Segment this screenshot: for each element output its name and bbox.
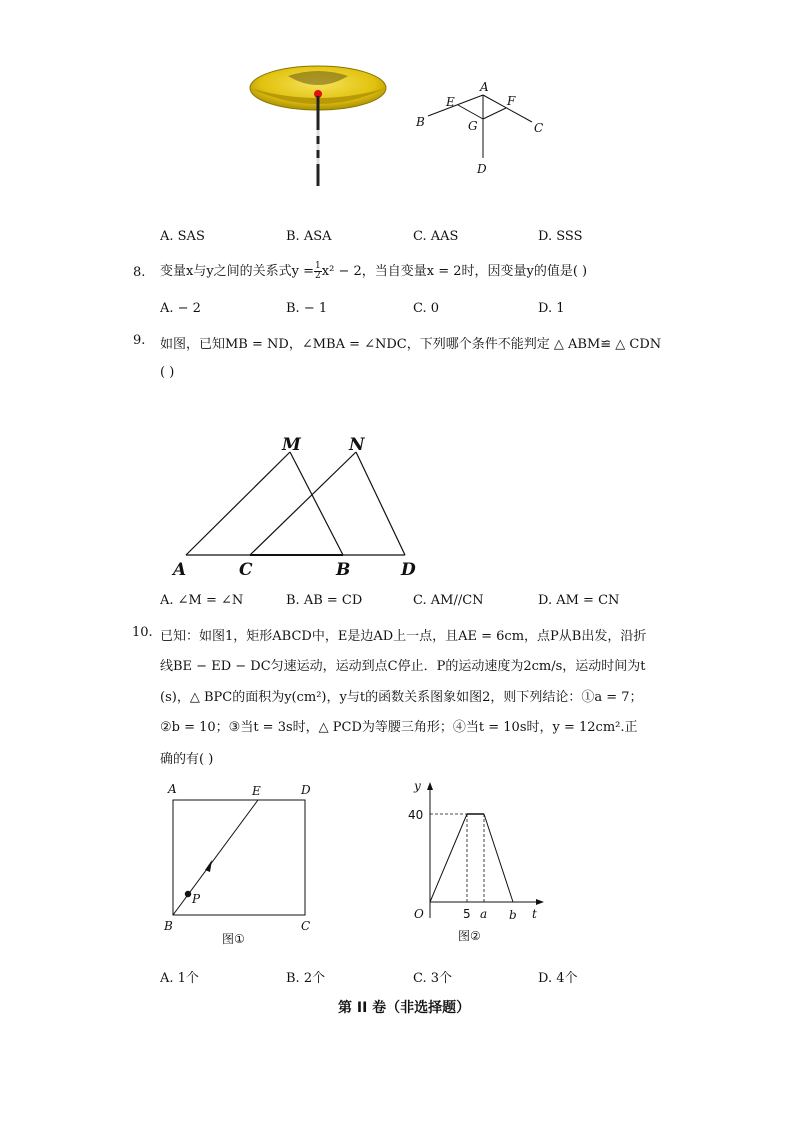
q8-text-pre: 变量x与y之间的关系式y = (160, 264, 315, 279)
label-N: N (349, 435, 365, 455)
q10-line5: 确的有( ) (160, 752, 214, 767)
value-b: b (509, 908, 517, 922)
q10-number: 10. (132, 625, 153, 640)
q9-option-a[interactable]: A. ∠M = ∠N (160, 593, 244, 608)
q8-option-d[interactable]: D. 1 (538, 301, 565, 316)
q8-option-a[interactable]: A. − 2 (160, 301, 201, 316)
label-D: D (301, 783, 311, 797)
axis-y-label: y (414, 779, 421, 793)
q10-line4: ②b = 10；③当t = 3s时，△ PCD为等腰三角形；④当t = 10s时，y = 12cm².正 (160, 720, 638, 735)
rectangle-figure (160, 780, 330, 950)
figure2-caption: 图② (458, 929, 481, 943)
value-a: a (480, 907, 488, 921)
value-40: 40 (408, 808, 424, 822)
graph-figure (400, 776, 550, 946)
origin-label: O (414, 907, 424, 921)
label-C: C (534, 121, 544, 135)
q7-option-c[interactable]: C. AAS (413, 229, 459, 244)
triangles-figure (168, 432, 428, 582)
q8-option-c[interactable]: C. 0 (413, 301, 440, 316)
figure1-caption: 图① (222, 932, 245, 946)
q7-option-b[interactable]: B. ASA (286, 229, 332, 244)
q10-option-d[interactable]: D. 4个 (538, 971, 578, 986)
label-B: B (416, 115, 425, 129)
q8-option-b[interactable]: B. − 1 (286, 301, 328, 316)
q8-number: 8. (133, 265, 146, 280)
value-5: 5 (463, 907, 471, 921)
q10-line2: 线BE − ED − DC匀速运动，运动到点C停止．P的运动速度为2cm/s，运动时间为t (160, 659, 646, 674)
umbrella-figure (248, 60, 388, 190)
q10-line1: 已知：如图1，矩形ABCD中，E是边AD上一点，且AE = 6cm，点P从B出发，沿折 (160, 629, 647, 644)
q10-option-b[interactable]: B. 2个 (286, 971, 326, 986)
q10-line3: (s)，△ BPC的面积为y(cm²)，y与t的函数关系图象如图2，则下列结论：①a = 7； (160, 690, 643, 705)
label-A: A (480, 80, 489, 94)
label-G: G (468, 119, 478, 133)
q8-text-post: x² − 2，当自变量x = 2时，因变量y的值是( ) (321, 264, 588, 279)
q9-option-b[interactable]: B. AB = CD (286, 593, 363, 608)
label-E: E (252, 784, 261, 798)
label-D: D (477, 162, 487, 176)
q10-option-c[interactable]: C. 3个 (413, 971, 453, 986)
q7-option-d[interactable]: D. SSS (538, 229, 583, 244)
q9-text-line2: ( ) (160, 365, 175, 380)
umbrella-diagram (410, 78, 560, 183)
label-C: C (301, 919, 311, 933)
q9-number: 9. (133, 333, 146, 348)
label-A: A (173, 560, 187, 580)
label-A: A (168, 782, 177, 796)
q9-text-line1: 如图，已知MB = ND，∠MBA = ∠NDC，下列哪个条件不能判定 △ ABM≌ △ CDN (160, 337, 662, 352)
q8-question (160, 260, 587, 281)
label-F: F (507, 94, 516, 108)
q10-option-a[interactable]: A. 1个 (160, 971, 199, 986)
q8-fraction: $\frac{1}{2}$ (315, 261, 321, 281)
label-M: M (282, 435, 301, 455)
label-P: P (192, 892, 201, 906)
label-C: C (239, 560, 253, 580)
label-D: D (401, 560, 416, 580)
section-title: 第 II 卷（非选择题） (338, 1000, 471, 1016)
label-B: B (164, 919, 173, 933)
label-B: B (336, 560, 351, 580)
label-E: E (446, 95, 455, 109)
q9-option-d[interactable]: D. AM = CN (538, 593, 620, 608)
q9-option-c[interactable]: C. AM//CN (413, 593, 484, 608)
q7-option-a[interactable]: A. SAS (160, 229, 205, 244)
axis-t-label: t (532, 907, 537, 921)
